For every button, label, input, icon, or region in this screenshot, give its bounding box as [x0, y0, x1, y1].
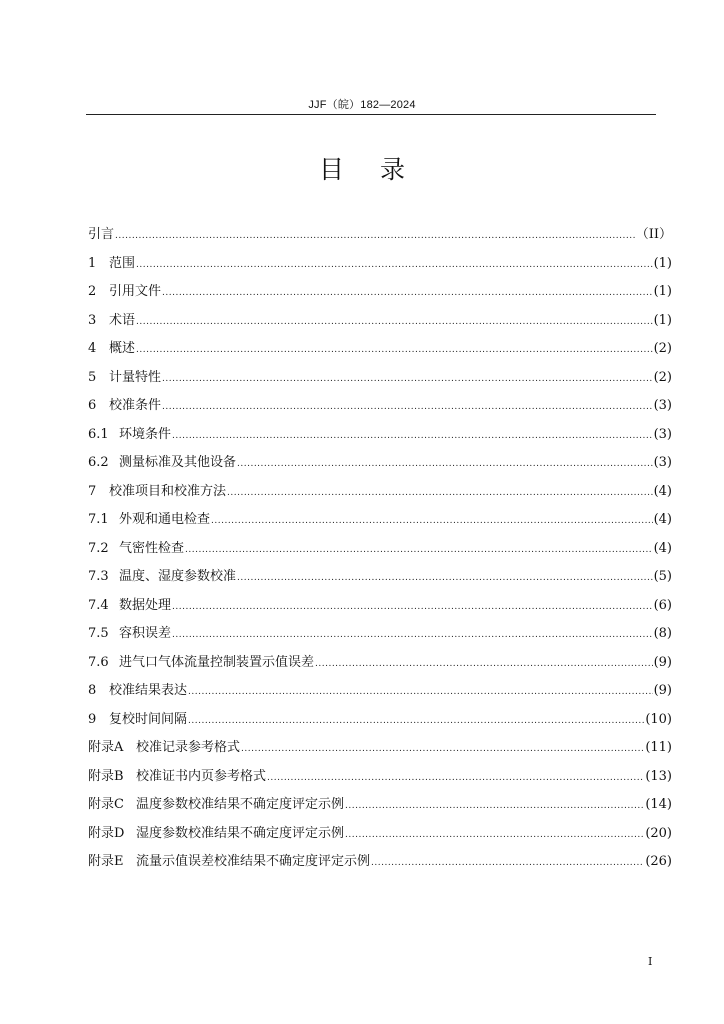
toc-entry-label: 数据处理	[119, 597, 172, 613]
toc-entry-page: (26)	[645, 854, 672, 869]
toc-entry-page: (9)	[653, 654, 672, 670]
toc-entry-label: 概述	[109, 341, 136, 356]
toc-leader-dots	[136, 345, 653, 355]
toc-entry-page: (6)	[653, 597, 672, 613]
toc-leader-dots	[172, 431, 653, 441]
toc-entry-number: 6.2	[88, 455, 109, 470]
toc-entry-number: 7.2	[88, 540, 109, 556]
toc-entry-label: 复校时间间隔	[109, 711, 188, 727]
toc-entry-page: (14)	[645, 797, 672, 812]
toc-entry-page: （II）	[635, 227, 672, 242]
toc-entry-label: 校准项目和校准方法	[109, 483, 227, 499]
toc-entry-page: (3)	[653, 426, 672, 442]
toc-entry-label: 校准证书内页参考格式	[136, 768, 267, 784]
toc-entry-page: (5)	[653, 569, 672, 584]
toc-entry-number: 7.4	[88, 597, 109, 613]
toc-entry-label: 范围	[109, 255, 136, 271]
toc-leader-dots	[136, 260, 653, 270]
toc-entry-number: 7	[88, 483, 97, 499]
toc-entry-label: 流量示值误差校准结果不确定度评定示例	[136, 854, 371, 869]
toc-entry-number: 附录C	[88, 797, 124, 812]
toc-entry-label: 气密性检查	[119, 540, 185, 556]
toc-entry-label: 温度、湿度参数校准	[119, 569, 237, 584]
toc-entry-number: 4	[88, 341, 97, 356]
toc-leader-dots	[315, 659, 653, 669]
toc-entry-number: 6	[88, 398, 97, 413]
toc-entry[interactable]	[88, 736, 672, 765]
toc-entry-page: (10)	[645, 711, 672, 727]
toc-entry-number: 7.3	[88, 569, 109, 584]
toc-leader-dots	[136, 317, 653, 327]
toc-entry[interactable]	[88, 850, 672, 879]
toc-entry-number: 9	[88, 711, 97, 727]
toc-leader-dots	[211, 516, 653, 526]
toc-entry-label: 引言	[88, 227, 115, 242]
toc-entry[interactable]	[88, 537, 672, 566]
toc-entry[interactable]	[88, 594, 672, 623]
toc-leader-dots	[237, 459, 653, 469]
page-number: I	[648, 955, 653, 968]
toc-leader-dots	[172, 630, 653, 640]
toc-entry-number: 1	[88, 255, 97, 271]
toc-entry-page: (4)	[653, 483, 672, 499]
toc-entry-label: 计量特性	[109, 369, 162, 385]
toc-entry[interactable]	[88, 337, 672, 366]
toc-leader-dots	[241, 744, 644, 754]
toc-entry[interactable]	[88, 223, 672, 252]
toc-entry-number: 附录E	[88, 854, 124, 869]
toc-entry[interactable]	[88, 451, 672, 480]
toc-leader-dots	[162, 288, 653, 298]
toc-entry-label: 环境条件	[119, 426, 172, 442]
toc-entry-page: (13)	[645, 768, 672, 784]
toc-entry-label: 容积误差	[119, 626, 172, 641]
toc-leader-dots	[172, 602, 653, 612]
toc-entry-page: (8)	[653, 626, 672, 641]
table-of-contents	[88, 223, 672, 879]
page-title: 目录	[318, 155, 441, 184]
toc-entry-label: 术语	[109, 312, 136, 328]
toc-entry[interactable]	[88, 793, 672, 822]
toc-entry-number: 7.6	[88, 654, 109, 670]
toc-entry-number: 5	[88, 369, 97, 385]
toc-leader-dots	[237, 573, 653, 583]
toc-entry[interactable]	[88, 366, 672, 395]
toc-entry[interactable]	[88, 252, 672, 281]
toc-leader-dots	[345, 830, 644, 840]
toc-entry-number: 7.5	[88, 626, 109, 641]
toc-entry-page: (20)	[645, 825, 672, 841]
toc-entry-label: 测量标准及其他设备	[119, 455, 237, 470]
toc-entry-page: (4)	[653, 512, 672, 527]
toc-entry-label: 外观和通电检查	[119, 512, 211, 527]
toc-entry-page: (4)	[653, 540, 672, 556]
toc-entry[interactable]	[88, 394, 672, 423]
toc-entry[interactable]	[88, 765, 672, 794]
toc-leader-dots	[345, 801, 644, 811]
toc-entry-page: (2)	[653, 341, 672, 356]
toc-entry[interactable]	[88, 679, 672, 708]
toc-entry[interactable]	[88, 480, 672, 509]
toc-entry-page: (1)	[653, 312, 672, 328]
toc-leader-dots	[185, 545, 653, 555]
toc-entry[interactable]	[88, 622, 672, 651]
toc-leader-dots	[371, 858, 644, 868]
toc-entry-page: (1)	[653, 284, 672, 299]
toc-entry-number: 3	[88, 312, 97, 328]
toc-entry-label: 校准条件	[109, 398, 162, 413]
toc-leader-dots	[162, 402, 653, 412]
toc-entry-page: (3)	[653, 455, 672, 470]
toc-entry-label: 校准记录参考格式	[136, 740, 241, 755]
toc-entry-page: (11)	[645, 740, 672, 755]
toc-entry-label: 温度参数校准结果不确定度评定示例	[136, 797, 345, 812]
toc-entry-page: (3)	[653, 398, 672, 413]
toc-entry-label: 引用文件	[109, 284, 162, 299]
toc-entry[interactable]	[88, 423, 672, 452]
toc-entry[interactable]	[88, 822, 672, 851]
toc-entry[interactable]	[88, 280, 672, 309]
toc-entry-number: 6.1	[88, 426, 109, 442]
toc-entry-label: 进气口气体流量控制装置示值误差	[119, 654, 315, 670]
toc-entry-number: 附录D	[88, 825, 125, 841]
toc-entry-label: 湿度参数校准结果不确定度评定示例	[136, 825, 345, 841]
toc-entry-page: (2)	[653, 369, 672, 385]
toc-entry-page: (1)	[653, 255, 672, 271]
toc-entry-page: (9)	[653, 683, 672, 698]
toc-entry-label: 校准结果表达	[109, 683, 188, 698]
toc-leader-dots	[188, 687, 653, 697]
toc-leader-dots	[227, 488, 653, 498]
toc-entry-number: 附录B	[88, 768, 124, 784]
toc-entry[interactable]	[88, 508, 672, 537]
toc-entry-number: 2	[88, 284, 97, 299]
toc-entry[interactable]	[88, 651, 672, 680]
toc-entry-number: 7.1	[88, 512, 109, 527]
toc-entry[interactable]	[88, 309, 672, 338]
toc-entry[interactable]	[88, 565, 672, 594]
toc-leader-dots	[162, 374, 653, 384]
toc-leader-dots	[267, 773, 644, 783]
toc-entry[interactable]	[88, 708, 672, 737]
document-code-header: JJF（皖）182—2024	[308, 99, 416, 111]
toc-entry-number: 8	[88, 683, 97, 698]
header-divider	[86, 114, 656, 115]
toc-leader-dots	[188, 716, 644, 726]
toc-entry-number: 附录A	[88, 740, 124, 755]
toc-leader-dots	[115, 231, 635, 241]
